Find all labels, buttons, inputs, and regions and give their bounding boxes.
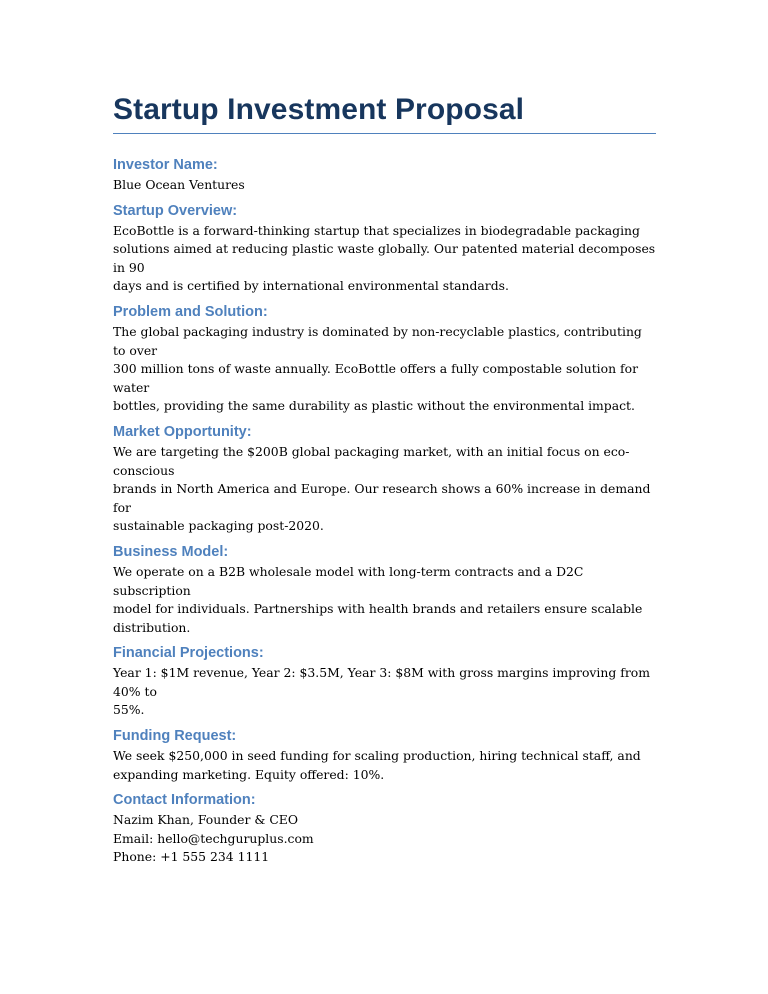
section-line: EcoBottle is a forward-thinking startup that specializes in biodegradable packaging (113, 222, 640, 238)
section-business-model (113, 542, 656, 637)
section-body (113, 664, 656, 720)
section-line: brands in North America and Europe. Our research shows a 60% increase in demand for (113, 481, 651, 515)
section-funding-request (113, 726, 656, 784)
section-line: bottles, providing the same durability as plastic without the environmental impact. (113, 398, 635, 414)
section-market-opportunity (113, 422, 656, 536)
section-heading: Market Opportunity: (113, 423, 252, 440)
section-line: 300 million tons of waste annually. EcoBottle offers a fully compostable solution for water (113, 361, 638, 395)
section-startup-overview (113, 201, 656, 296)
section-body (113, 563, 656, 637)
section-heading: Startup Overview: (113, 202, 238, 219)
document-title: Startup Investment Proposal (113, 93, 525, 126)
document-content (113, 90, 656, 867)
section-heading: Investor Name: (113, 157, 218, 173)
contact-name: Nazim Khan, Founder & CEO (113, 812, 299, 828)
section-heading: Funding Request: (113, 728, 237, 745)
section-line: We operate on a B2B wholesale model with long-term contracts and a D2C subscription (113, 563, 584, 598)
section-body (113, 747, 656, 784)
section-heading: Business Model: (113, 543, 229, 560)
section-financial-projections (113, 643, 656, 720)
section-heading: Problem and Solution: (113, 303, 268, 320)
section-investor-name (113, 155, 656, 195)
section-line: Blue Ocean Ventures (113, 177, 245, 192)
section-heading: Financial Projections: (113, 645, 264, 662)
section-heading: Contact Information: (113, 792, 256, 809)
section-line: distribution. (113, 619, 191, 635)
section-line: We are targeting the $200B global packaging market, with an initial focus on eco-conscious (113, 443, 630, 478)
title-underline (113, 133, 656, 134)
section-problem-solution (113, 302, 656, 416)
section-line: 55%. (113, 702, 145, 718)
contact-phone: Phone: +1 555 234 1111 (113, 849, 270, 865)
section-line: sustainable packaging post-2020. (113, 518, 324, 534)
section-body (113, 443, 656, 536)
section-line: Year 1: $1M revenue, Year 2: $3.5M, Year 3: $8M with gross margins improving from 40% to (113, 665, 650, 699)
section-line: model for individuals. Partnerships with health brands and retailers ensure scalable (113, 601, 643, 617)
section-line: days and is certified by international environmental standards. (113, 278, 509, 294)
section-contact-information (113, 790, 656, 867)
section-line: The global packaging industry is dominated by non-recyclable plastics, contributing to over (113, 323, 642, 358)
section-body (113, 222, 656, 296)
section-body (113, 323, 656, 416)
section-body (113, 811, 656, 867)
section-line: solutions aimed at reducing plastic waste globally. Our patented material decomposes in 90 (113, 241, 656, 275)
section-line: We seek $250,000 in seed funding for scaling production, hiring technical staff, and (113, 748, 641, 764)
contact-email: Email: hello@techguruplus.com (113, 830, 314, 846)
section-line: expanding marketing. Equity offered: 10%. (113, 766, 385, 782)
